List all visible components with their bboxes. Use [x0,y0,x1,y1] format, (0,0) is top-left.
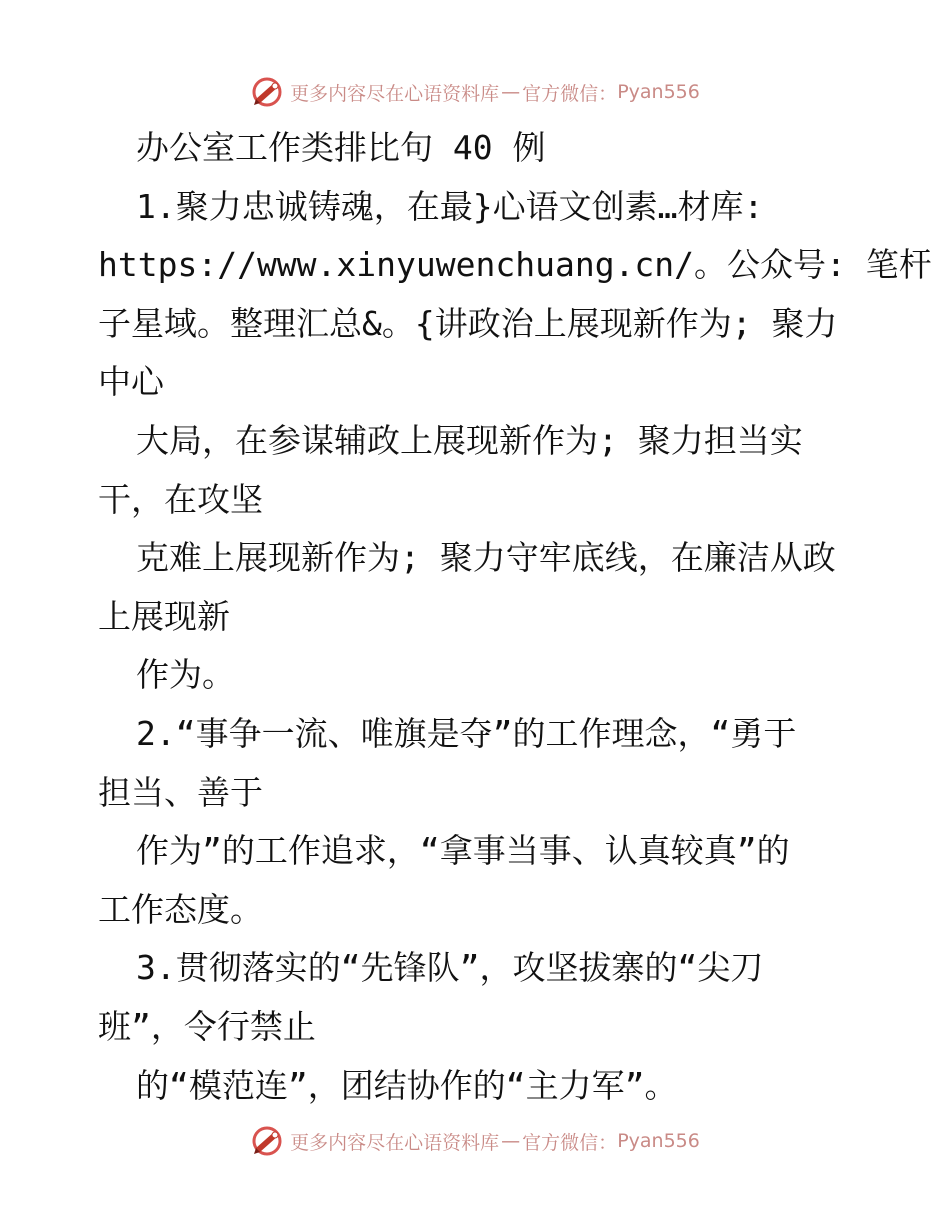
text-line: 班”，令行禁止 [98,1006,316,1046]
text-line: 子星域。整理汇总&。{讲政治上展现新作为; 聚力 [98,303,838,343]
footer-watermark-banner [0,1121,950,1161]
banner-official-label: 官方微信： [522,82,618,105]
banner-wechat-id: Pyan556 [617,1130,700,1152]
banner-text: 更多内容尽在心语资料库 [290,82,500,105]
banner-dash: — [501,81,521,103]
document-title: 办公室工作类排比句 40 例 [136,128,546,167]
document-body [98,119,932,1115]
banner-text: 更多内容尽在心语资料库 [290,1131,500,1154]
banner-wechat-id: Pyan556 [617,81,700,103]
text-line: 大局，在参谋辅政上展现新作为; 聚力担当实 [136,420,803,460]
text-line: 1.聚力忠诚铸魂，在最}心语文创素…材库: [136,186,764,226]
text-line: 的“模范连”，团结协作的“主力军”。 [136,1065,678,1105]
banner-official-label: 官方微信： [522,1131,618,1154]
text-line: 中心 [98,362,164,402]
text-line: 担当、善于 [98,772,263,812]
text-line: 3.贯彻落实的“先锋队”，攻坚拔寨的“尖刀 [136,948,764,988]
text-line: 作为”的工作追求，“拿事当事、认真较真”的 [136,831,790,871]
text-line: 上展现新 [98,596,230,636]
pen-logo-icon [250,1124,284,1158]
text-line: https://www.xinyuwenchuang.cn/。公众号: 笔杆 [98,245,932,285]
text-line: 2.“事争一流、唯旗是夺”的工作理念，“勇于 [136,713,797,753]
text-line: 干，在攻坚 [98,479,263,519]
text-line: 工作态度。 [98,889,263,929]
text-line: 克难上展现新作为; 聚力守牢底线，在廉洁从政 [136,538,836,578]
pen-logo-icon [250,75,284,109]
header-watermark-banner [0,72,950,112]
text-line: 作为。 [136,655,235,695]
banner-dash: — [501,1130,521,1152]
